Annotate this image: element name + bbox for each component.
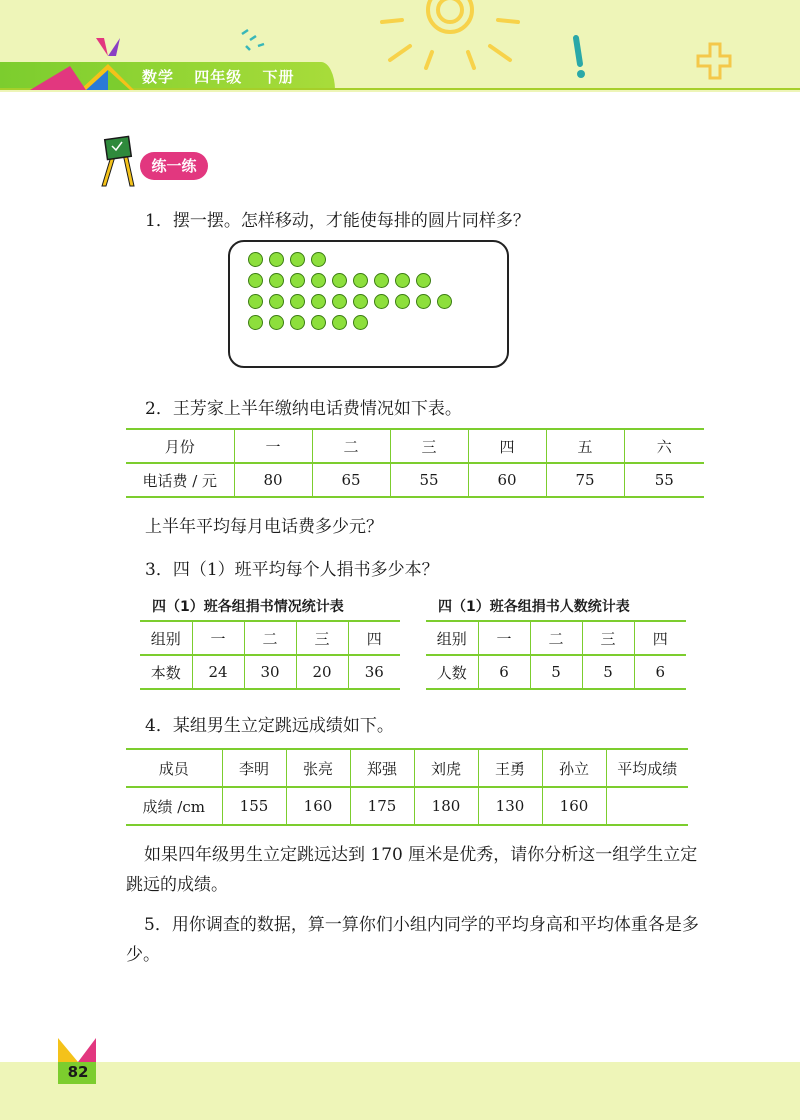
footer-background xyxy=(0,1062,800,1120)
book-count-table xyxy=(140,620,400,690)
table-header-row xyxy=(426,621,686,655)
table-cell: 60 xyxy=(468,463,546,497)
question-4: 4．某组男生立定跳远成绩如下。 xyxy=(145,716,394,736)
table-1-title: 四（1）班各组捐书情况统计表 xyxy=(152,599,344,615)
header-volume: 下册 xyxy=(262,68,295,86)
page-number: 82 xyxy=(67,1063,89,1081)
table-cell: 刘虎 xyxy=(414,749,478,787)
question-3: 3．四（1）班平均每个人捐书多少本？ xyxy=(145,560,439,580)
circle-token xyxy=(395,294,410,309)
circle-token xyxy=(290,294,305,309)
table-2-title: 四（1）班各组捐书人数统计表 xyxy=(438,599,630,615)
table-cell: 月份 xyxy=(126,429,234,463)
table-cell: 6 xyxy=(634,655,686,689)
circle-token xyxy=(437,294,452,309)
circle-token xyxy=(353,273,368,288)
table-cell: 四 xyxy=(468,429,546,463)
header-title xyxy=(142,66,309,87)
table-cell: 55 xyxy=(624,463,704,497)
circle-token xyxy=(332,294,347,309)
table-cell: 张亮 xyxy=(286,749,350,787)
table-cell: 电话费 / 元 xyxy=(126,463,234,497)
table-row xyxy=(426,655,686,689)
circle-token xyxy=(416,273,431,288)
table-cell: 三 xyxy=(296,621,348,655)
circle-token xyxy=(248,273,263,288)
table-cell: 一 xyxy=(192,621,244,655)
circle-token xyxy=(269,252,284,267)
circle-token xyxy=(290,252,305,267)
table-row xyxy=(126,787,688,825)
table-cell: 6 xyxy=(478,655,530,689)
table-row xyxy=(126,463,704,497)
dot-row xyxy=(248,315,368,330)
header-subject: 数学 xyxy=(142,68,175,86)
circle-token xyxy=(269,273,284,288)
table-cell: 36 xyxy=(348,655,400,689)
table-cell: 5 xyxy=(582,655,634,689)
circle-token xyxy=(248,252,263,267)
dot-row xyxy=(248,273,431,288)
table-cell: 24 xyxy=(192,655,244,689)
table-cell: 75 xyxy=(546,463,624,497)
table-header-row xyxy=(126,429,704,463)
dots-box xyxy=(228,240,509,368)
circle-token xyxy=(248,315,263,330)
circle-token xyxy=(353,315,368,330)
dot-row xyxy=(248,252,326,267)
circle-token xyxy=(290,273,305,288)
circle-token xyxy=(332,315,347,330)
question-2-sub: 上半年平均每月电话费多少元？ xyxy=(145,517,383,537)
circle-token xyxy=(269,294,284,309)
circle-token xyxy=(353,294,368,309)
long-jump-table xyxy=(126,748,688,826)
question-5: 5．用你调查的数据，算一算你们小组内同学的平均身高和平均体重各是多少。 xyxy=(126,915,699,965)
question-2: 2．王芳家上半年缴纳电话费情况如下表。 xyxy=(145,399,462,419)
circle-token xyxy=(374,294,389,309)
table-cell: 55 xyxy=(390,463,468,497)
table-cell: 二 xyxy=(312,429,390,463)
table-cell: 175 xyxy=(350,787,414,825)
exclamation-icon xyxy=(566,34,590,80)
table-cell: 三 xyxy=(390,429,468,463)
circle-token xyxy=(311,252,326,267)
table-cell: 组别 xyxy=(140,621,192,655)
table-cell: 二 xyxy=(244,621,296,655)
table-cell: 平均成绩 xyxy=(606,749,688,787)
table-cell: 65 xyxy=(312,463,390,497)
circle-token xyxy=(332,273,347,288)
table-cell: 20 xyxy=(296,655,348,689)
sun-icon xyxy=(380,0,520,70)
circle-token xyxy=(311,273,326,288)
easel-icon xyxy=(94,130,140,188)
table-cell: 五 xyxy=(546,429,624,463)
circle-token xyxy=(269,315,284,330)
table-cell: 一 xyxy=(234,429,312,463)
sparkle-icon xyxy=(236,26,270,54)
table-cell: 郑强 xyxy=(350,749,414,787)
table-cell: 成员 xyxy=(126,749,222,787)
dot-row xyxy=(248,294,452,309)
table-cell: 80 xyxy=(234,463,312,497)
circle-token xyxy=(374,273,389,288)
circle-token xyxy=(395,273,410,288)
circle-token xyxy=(248,294,263,309)
question-4-para: 如果四年级男生立定跳远达到 170 厘米是优秀，请你分析这一组学生立定跳远的成绩。 xyxy=(126,845,698,895)
table-cell: 六 xyxy=(624,429,704,463)
table-cell: 李明 xyxy=(222,749,286,787)
table-header-row xyxy=(140,621,400,655)
question-1: 1．摆一摆。怎样移动，才能使每排的圆片同样多？ xyxy=(145,211,530,231)
circle-token xyxy=(416,294,431,309)
table-cell: 王勇 xyxy=(478,749,542,787)
table-cell: 180 xyxy=(414,787,478,825)
plus-icon xyxy=(696,40,732,80)
table-cell: 5 xyxy=(530,655,582,689)
tangram-icon xyxy=(30,36,135,92)
table-cell: 孙立 xyxy=(542,749,606,787)
table-cell: 160 xyxy=(286,787,350,825)
table-cell: 四 xyxy=(348,621,400,655)
table-cell: 二 xyxy=(530,621,582,655)
table-cell: 人数 xyxy=(426,655,478,689)
donor-count-table xyxy=(426,620,686,690)
practice-badge: 练一练 xyxy=(140,152,208,180)
table-cell: 30 xyxy=(244,655,296,689)
table-cell: 三 xyxy=(582,621,634,655)
table-cell: 130 xyxy=(478,787,542,825)
table-header-row xyxy=(126,749,688,787)
table-row xyxy=(140,655,400,689)
table-cell: 160 xyxy=(542,787,606,825)
table-cell: 一 xyxy=(478,621,530,655)
header-grade: 四年级 xyxy=(194,68,243,86)
table-cell: 155 xyxy=(222,787,286,825)
circle-token xyxy=(290,315,305,330)
table-cell: 成绩 /cm xyxy=(126,787,222,825)
table-cell: 组别 xyxy=(426,621,478,655)
table-cell: 四 xyxy=(634,621,686,655)
circle-token xyxy=(311,315,326,330)
table-cell: 本数 xyxy=(140,655,192,689)
circle-token xyxy=(311,294,326,309)
table-cell xyxy=(606,787,688,825)
phone-bill-table xyxy=(126,428,704,498)
